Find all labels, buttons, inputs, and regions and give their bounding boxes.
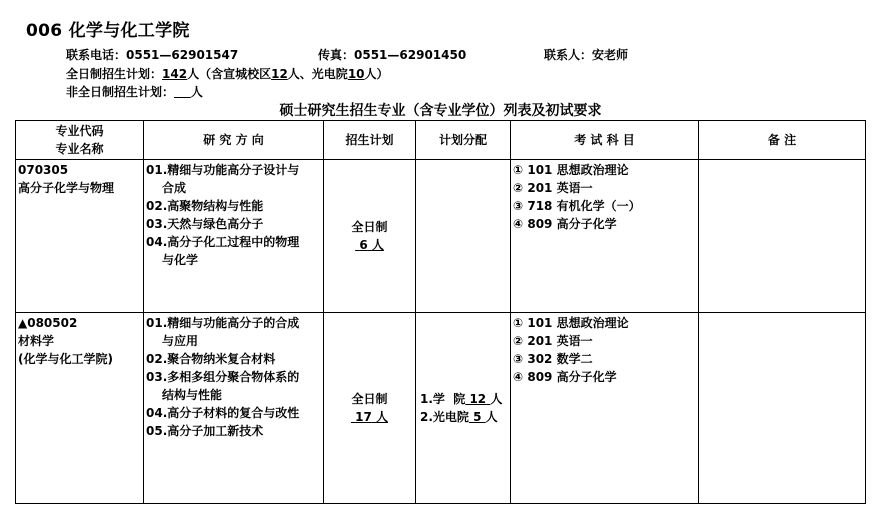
part-time-plan-line — [66, 83, 203, 100]
allocation-item: 1.学 院 12 人 — [420, 392, 503, 406]
exam-subject: ① 101 思想政治理论 — [513, 316, 629, 330]
header-code: 专业代码 — [55, 124, 104, 138]
direction-item-cont: 与化学 — [162, 253, 199, 267]
header-name: 专业名称 — [55, 142, 104, 156]
exam-subject: ② 201 英语一 — [513, 334, 593, 348]
majors-table — [15, 120, 866, 504]
table-row — [16, 313, 866, 504]
header-plan: 招生计划 — [324, 121, 416, 160]
part-time-blank — [174, 85, 191, 99]
direction-item: 03.天然与绿色高分子 — [146, 217, 264, 231]
exam-cell — [511, 160, 699, 313]
direction-item: 02.聚合物纳米复合材料 — [146, 352, 276, 366]
header-allocation: 计划分配 — [416, 121, 511, 160]
major-name: 材料学 — [18, 334, 55, 348]
plan-total: 142 — [162, 67, 188, 81]
allocation-cell — [416, 160, 511, 313]
plan-prefix: 全日制招生计划： — [66, 67, 163, 81]
contact-phone: 联系电话：0551—62901547 — [66, 48, 239, 62]
table-heading: 硕士研究生招生专业（含专业学位）列表及初试要求 — [279, 103, 602, 119]
plan-count: 17 人 — [355, 410, 389, 424]
exam-subject: ④ 809 高分子化学 — [513, 217, 617, 231]
exam-subject: ① 101 思想政治理论 — [513, 163, 629, 177]
major-name: 高分子化学与物理 — [18, 181, 115, 195]
major-code: ▲080502 — [18, 316, 78, 330]
contact-person: 联系人：安老师 — [544, 48, 629, 62]
plan-count: 6 人 — [359, 238, 384, 252]
table-row — [16, 160, 866, 313]
exam-subject: ② 201 英语一 — [513, 181, 593, 195]
part-time-prefix: 非全日制招生计划： — [66, 85, 175, 99]
remark-cell — [699, 160, 866, 313]
direction-item: 01.精细与功能高分子的合成 — [146, 316, 300, 330]
direction-item: 03.多相多组分聚合物体系的 — [146, 370, 300, 384]
plan-guangdian: 10 — [347, 67, 365, 81]
remark-cell — [699, 313, 866, 504]
header-code-name — [16, 121, 144, 160]
plan-type: 全日制 — [351, 220, 388, 234]
plan-suffix: 人） — [364, 67, 389, 81]
header-remark: 备 注 — [699, 121, 866, 160]
direction-item-cont: 与应用 — [162, 334, 199, 348]
plan-xuancheng: 12 — [271, 67, 288, 81]
exam-subject: ③ 302 数学二 — [513, 352, 593, 366]
header-exam: 考 试 科 目 — [511, 121, 699, 160]
table-header-row — [16, 121, 866, 160]
exam-subject: ④ 809 高分子化学 — [513, 370, 617, 384]
contact-fax: 传真：0551—62901450 — [318, 48, 467, 62]
major-college: (化学与化工学院) — [18, 352, 113, 366]
direction-item: 02.高聚物结构与性能 — [146, 199, 264, 213]
plan-type: 全日制 — [351, 392, 388, 406]
exam-cell — [511, 313, 699, 504]
header-direction: 研 究 方 向 — [144, 121, 324, 160]
direction-item: 04.高分子化工过程中的物理 — [146, 235, 300, 249]
direction-item: 01.精细与功能高分子设计与 — [146, 163, 300, 177]
allocation-item: 2.光电院 5 人 — [420, 410, 498, 424]
allocation-cell — [416, 313, 511, 504]
exam-subject: ③ 718 有机化学（一） — [513, 199, 641, 213]
plan-cell — [324, 160, 416, 313]
plan-mid1: 人（含宣城校区 — [187, 67, 272, 81]
plan-mid2: 人、光电院 — [287, 67, 348, 81]
plan-cell — [324, 313, 416, 504]
full-time-plan-line — [66, 65, 389, 82]
major-code: 070305 — [18, 163, 69, 177]
page-title: 006 化学与化工学院 — [26, 21, 190, 41]
direction-item-cont: 结构与性能 — [162, 388, 223, 402]
major-cell — [16, 160, 144, 313]
direction-item: 05.高分子加工新技术 — [146, 424, 264, 438]
major-cell — [16, 313, 144, 504]
direction-item-cont: 合成 — [162, 181, 187, 195]
direction-item: 04.高分子材料的复合与改性 — [146, 406, 300, 420]
directions-cell — [144, 160, 324, 313]
part-time-suffix: 人 — [190, 85, 203, 99]
directions-cell — [144, 313, 324, 504]
